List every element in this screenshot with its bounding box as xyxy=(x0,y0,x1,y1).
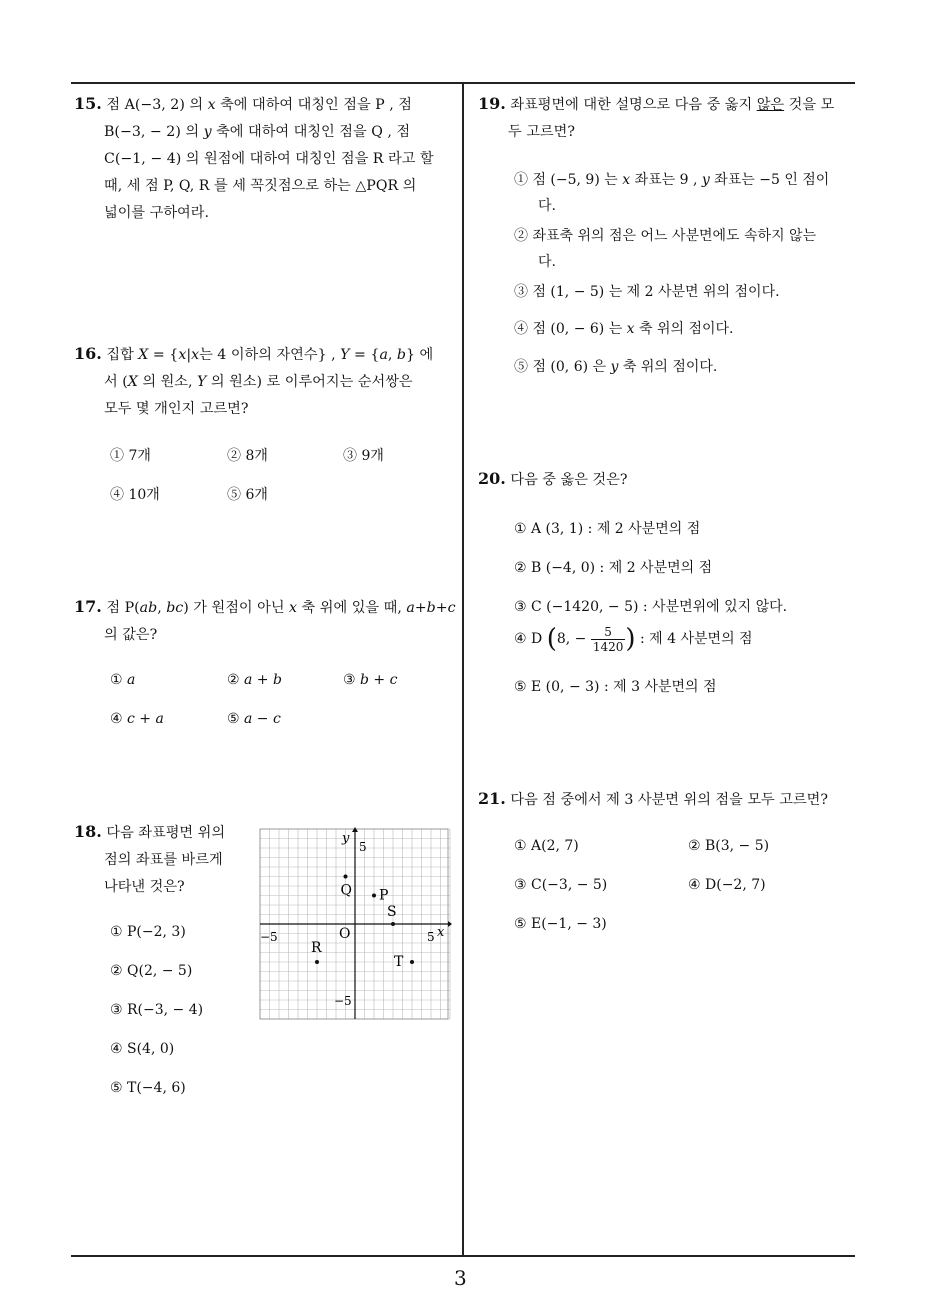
q21-number: 21. xyxy=(478,789,506,808)
q18-option-2[interactable]: ② Q(2, − 5) xyxy=(110,963,193,979)
q16-line2: 서 (𝑋 의 원소, 𝑌 의 원소) 로 이루어지는 순서쌍은 xyxy=(104,374,413,390)
question-16 xyxy=(74,340,456,423)
q19-option-2-cont: 다. xyxy=(538,254,556,270)
x-axis-label: 𝑥 xyxy=(437,925,445,940)
q20-option-1[interactable]: ① A (3, 1) : 제 2 사분면의 점 xyxy=(514,521,701,537)
q18-option-5[interactable]: ⑤ T(−4, 6) xyxy=(110,1080,186,1096)
left-paren: ( xyxy=(546,624,557,654)
q16-option-1[interactable]: ① 7개 xyxy=(110,448,151,464)
point-label-T: T xyxy=(394,954,404,970)
q21-option-4[interactable]: ④ D(−2, 7) xyxy=(688,877,766,893)
q15-line4: 때, 세 점 P, Q, R 를 세 꼭짓점으로 하는 △PQR 의 xyxy=(104,178,417,194)
q18-option-4[interactable]: ④ S(4, 0) xyxy=(110,1041,175,1057)
question-17 xyxy=(74,593,456,649)
q19-line1: 19. 좌표평면에 대한 설명으로 다음 중 옳지 않은 것을 모 xyxy=(478,94,835,113)
right-paren: ) xyxy=(625,624,636,654)
point-label-Q: Q xyxy=(340,882,352,899)
q16-option-4[interactable]: ④ 10개 xyxy=(110,487,160,503)
q21-option-5[interactable]: ⑤ E(−1, − 3) xyxy=(514,916,607,932)
y-axis-arrow xyxy=(352,827,358,832)
q18-option-1[interactable]: ① P(−2, 3) xyxy=(110,924,186,940)
q18-option-3[interactable]: ③ R(−3, − 4) xyxy=(110,1002,204,1018)
q19-option-1-cont: 다. xyxy=(538,198,556,214)
q19-underlined-word: 않은 xyxy=(756,97,785,113)
point-label-R: R xyxy=(311,940,322,956)
point-S xyxy=(391,922,395,926)
q16-option-3[interactable]: ③ 9개 xyxy=(343,448,384,464)
q17-line1: 17. 점 P(𝑎𝑏, 𝑏𝑐) 가 원점이 아닌 𝑥 축 위에 있을 때, 𝑎+𝑏+𝑐 xyxy=(74,597,456,616)
q20-option-5[interactable]: ⑤ E (0, − 3) : 제 3 사분면의 점 xyxy=(514,679,717,695)
question-18 xyxy=(74,818,254,901)
q16-line1: 16. 집합 𝑋 = {𝑥|𝑥는 4 이하의 자연수} , 𝑌 = {𝑎, 𝑏} 에 xyxy=(74,344,434,363)
q18-line3: 나타낸 것은? xyxy=(104,879,185,895)
q17-option-1[interactable]: ① 𝑎 xyxy=(110,672,136,688)
point-T xyxy=(410,960,414,964)
q17-option-3[interactable]: ③ 𝑏 + 𝑐 xyxy=(343,672,398,688)
q20-number: 20. xyxy=(478,469,506,488)
question-20 xyxy=(478,465,860,494)
q17-option-2[interactable]: ② 𝑎 + 𝑏 xyxy=(227,672,282,688)
q21-option-1[interactable]: ① A(2, 7) xyxy=(514,838,579,854)
q15-line5: 넓이를 구하여라. xyxy=(104,205,209,221)
q18-line2: 점의 좌표를 바르게 xyxy=(104,852,223,868)
tick-label-y-neg: −5 xyxy=(334,994,352,1008)
point-label-S: S xyxy=(387,904,397,920)
fraction: $\frac{5}{1420}$ xyxy=(592,624,624,654)
origin-label: O xyxy=(339,926,351,942)
q19-number: 19. xyxy=(478,94,506,113)
q16-option-5[interactable]: ⑤ 6개 xyxy=(227,487,268,503)
tick-label-y-pos: 5 xyxy=(359,840,367,854)
point-R xyxy=(315,960,319,964)
q19-option-2[interactable]: ② 좌표축 위의 점은 어느 사분면에도 속하지 않는 xyxy=(514,228,817,244)
tick-label-x-neg: −5 xyxy=(260,930,278,944)
point-Q xyxy=(344,875,348,879)
column-divider xyxy=(462,82,464,1257)
q21-option-3[interactable]: ③ C(−3, − 5) xyxy=(514,877,608,893)
question-19 xyxy=(478,90,860,146)
question-21 xyxy=(478,785,860,814)
q16-number: 16. xyxy=(74,344,102,363)
question-15 xyxy=(74,90,456,227)
q21-line1: 21. 다음 점 중에서 제 3 사분면 위의 점을 모두 고르면? xyxy=(478,789,828,808)
tick-label-x-pos: 5 xyxy=(427,930,435,944)
q17-option-4[interactable]: ④ 𝑐 + 𝑎 xyxy=(110,711,164,727)
q15-line1: 15. 점 A(−3, 2) 의 𝑥 축에 대하여 대칭인 점을 P , 점 xyxy=(74,94,412,113)
q17-number: 17. xyxy=(74,597,102,616)
y-axis-label: 𝑦 xyxy=(342,831,350,846)
q15-line3: C(−1, − 4) 의 원점에 대하여 대칭인 점을 R 라고 할 xyxy=(104,151,434,167)
coordinate-plane-figure xyxy=(258,827,452,1022)
q17-line2: 의 값은? xyxy=(104,627,158,643)
q19-option-4[interactable]: ④ 점 (0, − 6) 는 𝑥 축 위의 점이다. xyxy=(514,321,734,337)
q20-option-2[interactable]: ② B (−4, 0) : 제 2 사분면의 점 xyxy=(514,560,713,576)
q15-line2: B(−3, − 2) 의 𝑦 축에 대하여 대칭인 점을 Q , 점 xyxy=(104,124,411,140)
q15-number: 15. xyxy=(74,94,102,113)
q16-option-2[interactable]: ② 8개 xyxy=(227,448,268,464)
q17-option-5[interactable]: ⑤ 𝑎 − 𝑐 xyxy=(227,711,281,727)
q18-line1: 18. 다음 좌표평면 위의 xyxy=(74,822,226,841)
q18-number: 18. xyxy=(74,822,102,841)
q19-option-3[interactable]: ③ 점 (1, − 5) 는 제 2 사분면 위의 점이다. xyxy=(514,284,780,300)
q20-line1: 20. 다음 중 옳은 것은? xyxy=(478,469,628,488)
q20-option-3[interactable]: ③ C (−1420, − 5) : 사분면위에 있지 않다. xyxy=(514,599,788,615)
q19-option-1[interactable]: ① 점 (−5, 9) 는 𝑥 좌표는 9 , 𝑦 좌표는 −5 인 점이 xyxy=(514,172,830,188)
q21-option-2[interactable]: ② B(3, − 5) xyxy=(688,838,770,854)
q19-line2: 두 고르면? xyxy=(508,124,575,140)
point-P xyxy=(372,894,376,898)
q20-option-4[interactable]: ④ D (8, − $\frac{5}{1420}$ ) : 제 4 사분면의 점 xyxy=(514,624,753,654)
point-label-P: P xyxy=(379,887,389,904)
page-number: 3 xyxy=(454,1266,467,1290)
q19-option-5[interactable]: ⑤ 점 (0, 6) 은 𝑦 축 위의 점이다. xyxy=(514,359,718,375)
q16-line3: 모두 몇 개인지 고르면? xyxy=(104,401,249,417)
